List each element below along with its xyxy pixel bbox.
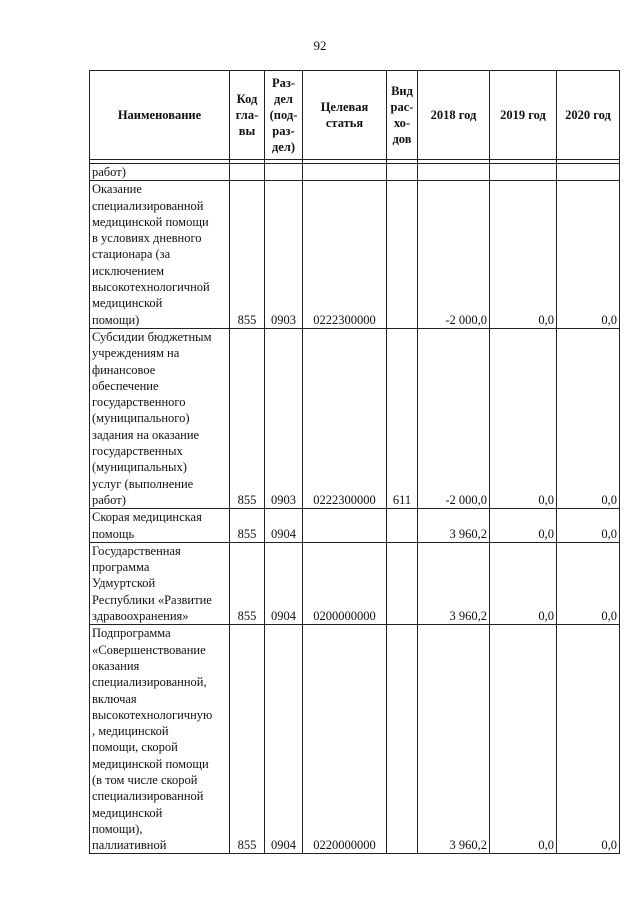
table-row	[90, 509, 620, 543]
row-code	[230, 164, 265, 181]
row-target	[303, 164, 387, 181]
header-2020: 2020 год	[557, 71, 620, 160]
table-row	[90, 181, 620, 329]
row-2020: 0,0	[557, 328, 620, 508]
row-expense	[387, 509, 418, 543]
row-target: 0222300000	[303, 328, 387, 508]
row-name: Субсидии бюджетным учреждениям на финансовое обеспечение государственного (муниципального) задания на оказание государственных (муниципальных) услуг (выполнение работ)	[90, 328, 230, 508]
row-2020: 0,0	[557, 509, 620, 543]
row-section: 0903	[265, 328, 303, 508]
row-section: 0904	[265, 542, 303, 624]
table-row	[90, 328, 620, 508]
row-2020: 0,0	[557, 542, 620, 624]
row-target: 0222300000	[303, 181, 387, 329]
table-header-row	[90, 71, 620, 160]
table-row	[90, 542, 620, 624]
row-2020: 0,0	[557, 181, 620, 329]
row-target	[303, 509, 387, 543]
row-expense	[387, 181, 418, 329]
row-expense	[387, 164, 418, 181]
header-target: Целевая статья	[303, 71, 387, 160]
row-2018: 3 960,2	[418, 625, 490, 854]
row-target: 0220000000	[303, 625, 387, 854]
row-2018: 3 960,2	[418, 542, 490, 624]
row-2019: 0,0	[490, 509, 557, 543]
row-section: 0903	[265, 181, 303, 329]
row-2018	[418, 164, 490, 181]
row-name: работ)	[90, 164, 230, 181]
row-2019: 0,0	[490, 181, 557, 329]
row-2019: 0,0	[490, 625, 557, 854]
row-section	[265, 164, 303, 181]
row-2019	[490, 164, 557, 181]
row-2018: -2 000,0	[418, 181, 490, 329]
row-2018: 3 960,2	[418, 509, 490, 543]
page-number: 92	[313, 38, 327, 53]
table-row	[90, 625, 620, 854]
row-code: 855	[230, 542, 265, 624]
header-expense: Вид рас- хо- дов	[387, 71, 418, 160]
row-name: Скорая медицинская помощь	[90, 509, 230, 543]
header-2019: 2019 год	[490, 71, 557, 160]
header-name: Наименование	[90, 71, 230, 160]
row-2020	[557, 164, 620, 181]
row-code: 855	[230, 509, 265, 543]
row-2018: -2 000,0	[418, 328, 490, 508]
row-name: Государственная программа Удмуртской Республики «Развитие здравоохранения»	[90, 542, 230, 624]
row-2019: 0,0	[490, 328, 557, 508]
row-code: 855	[230, 625, 265, 854]
row-target: 0200000000	[303, 542, 387, 624]
row-code: 855	[230, 328, 265, 508]
row-section: 0904	[265, 625, 303, 854]
row-2020: 0,0	[557, 625, 620, 854]
budget-table	[89, 70, 620, 854]
row-name: Оказание специализированной медицинской помощи в условиях дневного стационара (за исключением высокотехнологичной медицинской помощи)	[90, 181, 230, 329]
header-2018: 2018 год	[418, 71, 490, 160]
row-expense	[387, 542, 418, 624]
row-2019: 0,0	[490, 542, 557, 624]
header-section: Раз- дел (под- раз- дел)	[265, 71, 303, 160]
row-code: 855	[230, 181, 265, 329]
row-expense: 611	[387, 328, 418, 508]
row-name: Подпрограмма «Совершенствование оказания специализированной, включая высокотехнологичную , медицинской помощи, скорой медицинской помощи (в том числе скорой специализированной медицинской помощи), паллиативной	[90, 625, 230, 854]
row-section: 0904	[265, 509, 303, 543]
row-expense	[387, 625, 418, 854]
table-row	[90, 164, 620, 181]
header-code: Код гла- вы	[230, 71, 265, 160]
